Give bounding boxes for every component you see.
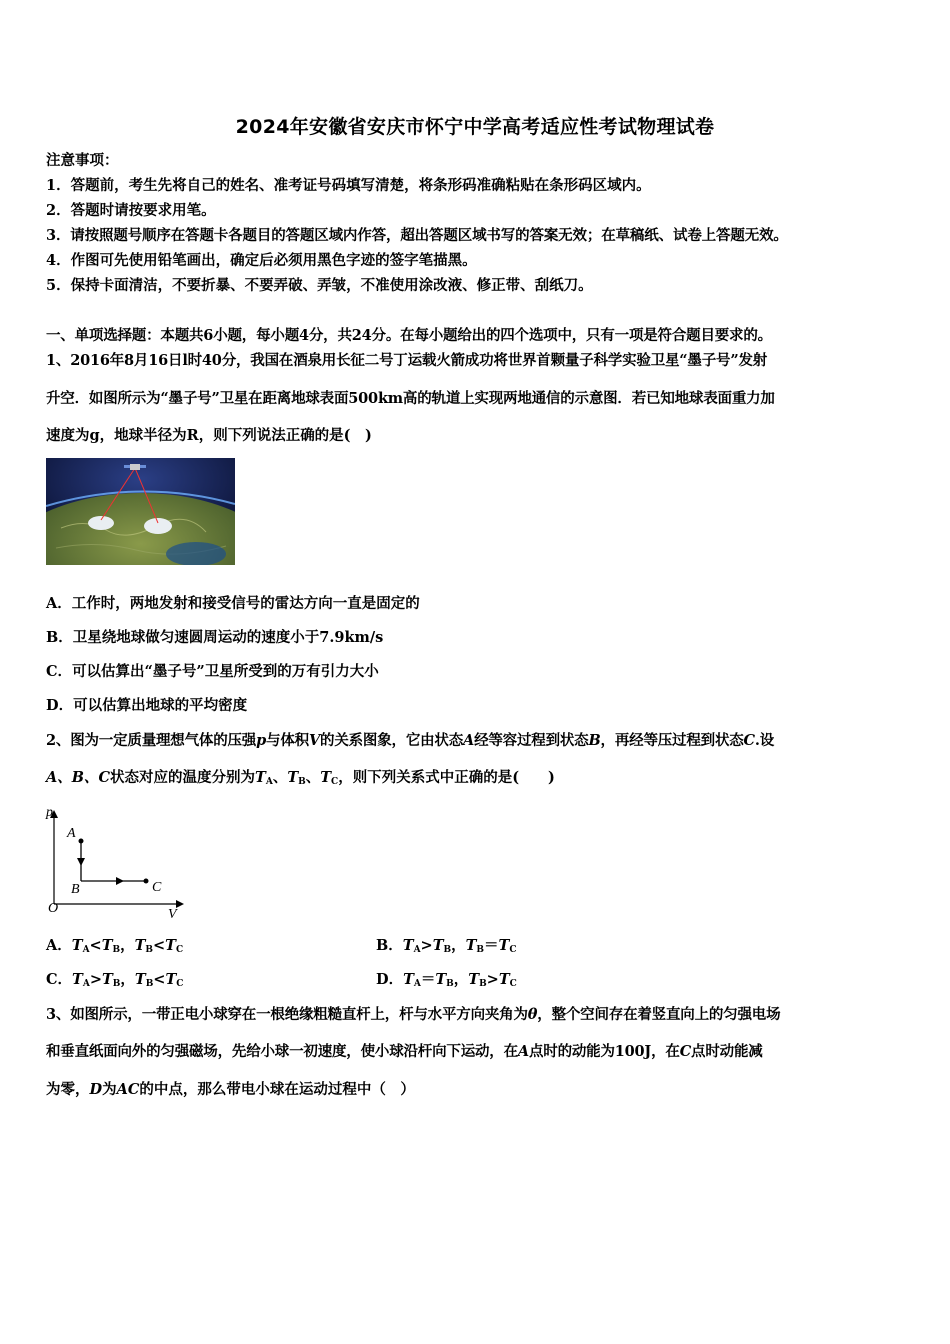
graph-label-p: p <box>46 805 53 820</box>
note-item-5: 5．保持卡面清洁，不要折暴、不要弄破、弄皱，不准使用涂改液、修正带、刮纸刀。 <box>46 277 593 294</box>
satellite-earth-image <box>46 458 235 565</box>
q1-line-1: 1、2016年8月16日l时40分，我国在酒泉用长征二号丁运载火箭成功将世界首颗量子科学实验卫星“墨子号”发射 <box>46 352 768 369</box>
note-item-2: 2．答题时请按要求用笔。 <box>46 202 216 219</box>
q2-line-2: A、B、C状态对应的温度分别为$T_A$、$T_B$、$T_C$，则下列关系式中正确的是( ) <box>46 769 555 787</box>
q1-line-3: 速度为g，地球半径为R，则下列说法正确的是( ) <box>46 427 372 444</box>
graph-point-c: C <box>152 880 162 895</box>
note-item-4: 4．作图可先使用铅笔画出，确定后必须用黑色字迹的签字笔描黑。 <box>46 252 477 269</box>
q3-line-1: 3、如图所示，一带正电小球穿在一根绝缘粗糙直杆上，杆与水平方向夹角为θ，整个空间存在着竖直向上的匀强电场 <box>46 1006 781 1023</box>
note-item-1: 1．答题前，考生先将自己的姓名、准考证号码填写清楚，将条形码准确粘贴在条形码区域内。 <box>46 177 651 194</box>
q1-line-2: 升空．如图所示为“墨子号”卫星在距离地球表面500km高的轨道上实现两地通信的示意图．若已知地球表面重力加 <box>46 390 775 407</box>
q3-line-3: 为零，D为AC的中点，那么带电小球在运动过程中（ ） <box>46 1081 415 1098</box>
section-heading: 一、单项选择题：本题共6小题，每小题4分，共24分。在每小题给出的四个选项中，只有一项是符合题目要求的。 <box>46 327 772 344</box>
graph-label-origin: O <box>48 901 59 916</box>
q2-option-b: B．$T_A>T_B$，$T_B=T_C$ <box>376 937 517 955</box>
graph-point-b: B <box>71 882 80 897</box>
graph-point-a: A <box>67 826 76 841</box>
q1-option-d: D．可以估算出地球的平均密度 <box>46 697 248 714</box>
page-title: 2024年安徽省安庆市怀宁中学高考适应性考试物理试卷 <box>235 116 715 138</box>
q2-option-a: A．$T_A<T_B$，$T_B<T_C$ <box>46 937 184 955</box>
graph-label-v: V <box>168 907 177 922</box>
q1-option-c: C．可以估算出“墨子号”卫星所受到的万有引力大小 <box>46 663 379 680</box>
q1-option-a: A．工作时，两地发射和接受信号的雷达方向一直是固定的 <box>46 595 420 612</box>
notes-heading: 注意事项： <box>46 152 119 169</box>
q2-option-d: D．$T_A=T_B$，$T_B>T_C$ <box>376 971 517 989</box>
q3-line-2: 和垂直纸面向外的匀强磁场，先给小球一初速度，使小球沿杆向下运动，在A点时的动能为100J，在C点时动能减 <box>46 1043 763 1060</box>
q2-line-1: 2、图为一定质量理想气体的压强p与体积V的关系图象，它由状态A经等容过程到状态B，再经等压过程到状态C.设 <box>46 732 775 749</box>
pv-diagram <box>44 800 194 926</box>
q1-option-b: B．卫星绕地球做匀速圆周运动的速度小于7.9km/s <box>46 629 384 646</box>
note-item-3: 3．请按照题号顺序在答题卡各题目的答题区域内作答，超出答题区域书写的答案无效；在草稿纸、试卷上答题无效。 <box>46 227 788 244</box>
q2-option-c: C．$T_A>T_B$，$T_B<T_C$ <box>46 971 184 989</box>
